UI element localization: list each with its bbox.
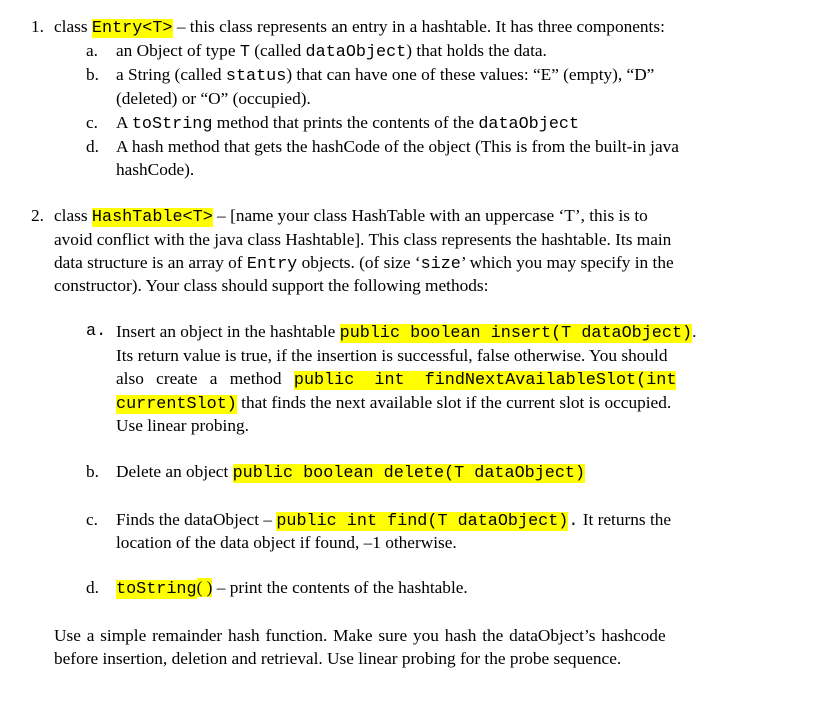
method-b-marker: b. — [86, 462, 99, 481]
item-1b-line-1: a String (called status) that can have one of these values: “E” (empty), “D” — [116, 65, 655, 86]
method-a-marker: a. — [86, 322, 107, 341]
method-c-line-1: Finds the dataObject – public int find(T dataObject). It returns the — [116, 510, 672, 531]
hashtable-class-name: HashTable<T> — [91, 208, 213, 227]
tostring-signature: toString — [116, 580, 197, 599]
method-c-marker: c. — [86, 510, 98, 529]
section-2-line-1: class HashTable<T> – [name your class HashTable with an uppercase ‘T’, this is to — [54, 206, 648, 227]
section-2-line-2: avoid conflict with the java class Hashtable]. This class represents the hashtable. Its main — [54, 230, 672, 249]
section-2-line-3: data structure is an array of Entry objects. (of size ‘size’ which you may specify in the — [54, 253, 674, 274]
item-1c-marker: c. — [86, 113, 98, 132]
method-c-line-2: location of the data object if found, –1 otherwise. — [116, 533, 457, 552]
section-2-number: 2. — [31, 206, 44, 225]
method-a-line-2: Its return value is true, if the insertion is successful, false otherwise. You should — [116, 346, 668, 365]
delete-signature: public boolean delete(T dataObject) — [232, 464, 586, 483]
item-1d-line-2: hashCode). — [116, 160, 195, 179]
find-signature: public int find(T dataObject) — [276, 512, 569, 531]
item-1c: A toString method that prints the contents of the dataObject — [116, 113, 580, 134]
item-1a: an Object of type T (called dataObject) that holds the data. — [116, 41, 547, 62]
method-a-line-1: Insert an object in the hashtable public boolean insert(T dataObject). — [116, 322, 697, 343]
item-1b-line-2: (deleted) or “O” (occupied). — [116, 89, 311, 108]
footer-line-1: Use a simple remainder hash function. Make sure you hash the dataObject’s hashcode — [54, 626, 666, 645]
method-d-marker: d. — [86, 578, 99, 597]
item-1b-marker: b. — [86, 65, 99, 84]
method-a-line-4: currentSlot) that finds the next available slot if the current slot is occupied. — [116, 393, 672, 414]
entry-class-name: Entry<T> — [91, 19, 173, 38]
footer-line-2: before insertion, deletion and retrieval. Use linear probing for the probe sequence. — [54, 649, 622, 668]
item-1d-marker: d. — [86, 137, 99, 156]
section-2-line-4: constructor). Your class should support the following methods: — [54, 276, 489, 295]
method-d-line-1: toString( ) – print the contents of the hashtable. — [116, 578, 468, 599]
section-1-number: 1. — [31, 17, 44, 36]
method-a-line-3: also create a method public int findNextAvailableSlot(int — [116, 369, 677, 390]
find-next-slot-signature: public int findNextAvailableSlot(int — [293, 371, 677, 390]
item-1d-line-1: A hash method that gets the hashCode of the object (This is from the built-in java — [116, 137, 679, 156]
method-a-line-5: Use linear probing. — [116, 416, 249, 435]
item-1a-marker: a. — [86, 41, 98, 60]
insert-signature: public boolean insert(T dataObject) — [339, 324, 693, 343]
section-1-heading: class Entry<T> – this class represents an entry in a hashtable. It has three components: — [54, 17, 665, 38]
method-b-line-1: Delete an object public boolean delete(T dataObject) — [116, 462, 586, 483]
